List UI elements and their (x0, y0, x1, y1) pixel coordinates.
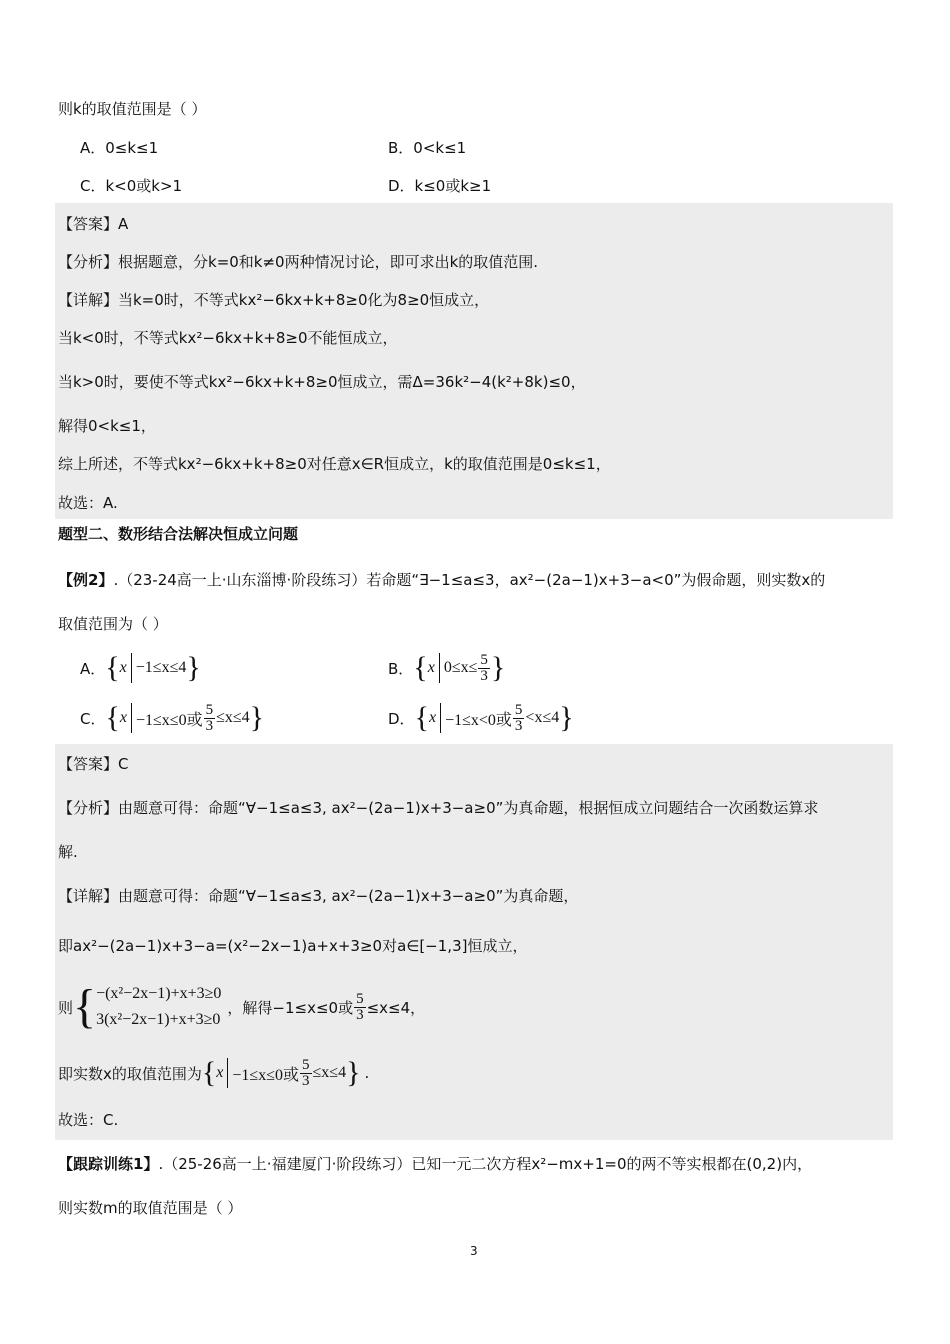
set-var: x (427, 659, 435, 676)
a2-solve-post: ≤x≤4， (366, 998, 426, 1017)
a2-range-end: . (364, 1064, 370, 1082)
set-bar (440, 703, 441, 733)
denominator: 3 (480, 667, 488, 684)
a2-analysis-1: 【分析】由题意可得：命题“∀−1≤a≤3, ax²−(2a−1)x+3−a≥0”为真命题，根据恒成立问题结合一次函数运算求 (58, 799, 819, 817)
a2-analysis-2: 解. (58, 843, 78, 861)
q2-option-d (388, 695, 574, 741)
fraction-five-thirds (478, 653, 490, 684)
q2-line-1 (58, 569, 825, 590)
brace-open: { (414, 701, 429, 734)
fraction-five-thirds (300, 1058, 312, 1089)
a1-analysis: 【分析】根据题意，分k=0和k≠0两种情况讨论，即可求出k的取值范围. (58, 253, 539, 271)
a2-then: 则 (58, 998, 74, 1017)
a1-detail-5: 综上所述，不等式kx²−6kx+k+8≥0对任意x∈R恒成立，k的取值范围是0≤k≤1， (58, 455, 611, 473)
brace-close: } (249, 701, 265, 734)
a2-answer: 【答案】C (58, 755, 129, 773)
range-set-pre: −1≤x≤0或 (232, 1066, 299, 1084)
q2-option-d-label: D． (388, 709, 415, 728)
a2-solve-pre: ，解得−1≤x≤0或 (227, 998, 354, 1017)
q2-option-c (80, 695, 264, 741)
a1-answer: 【答案】A (58, 215, 129, 233)
set-bar (131, 703, 132, 733)
a2-choose: 故选：C. (58, 1111, 119, 1129)
q3-tag: 【跟踪训练1】 (58, 1155, 159, 1173)
set-a-cond: −1≤x≤4 (135, 659, 187, 676)
q1-stem: 则k的取值范围是（ ） (58, 100, 207, 118)
q3-text-1: .（25-26高一上·福建厦门·阶段练习）已知一元二次方程x²−mx+1=0的两不等实根都在(0,2)内， (158, 1155, 813, 1173)
brace-close: } (346, 1056, 361, 1089)
set-var: x (216, 1064, 224, 1081)
q2-option-b (388, 645, 505, 691)
range-set-post: ≤x≤4 (312, 1064, 347, 1081)
set-bar (227, 1058, 228, 1088)
set-var: x (119, 659, 127, 676)
set-var: x (428, 709, 437, 726)
a1-detail-2: 当k<0时，不等式kx²−6kx+k+8≥0不能恒成立， (58, 329, 398, 347)
page-number: 3 (470, 1244, 478, 1258)
numerator: 5 (514, 701, 523, 718)
q1-option-b: B．0<k≤1 (388, 139, 467, 157)
numerator: 5 (205, 701, 214, 718)
set-c-cond-post: ≤x≤4 (216, 709, 250, 726)
q2-option-c-label: C． (80, 709, 106, 728)
set-var: x (119, 709, 127, 726)
fraction-five-thirds (204, 703, 216, 734)
set-b-cond: 0≤x≤ (443, 659, 478, 676)
a1-detail-1: 【详解】当k=0时，不等式kx²−6kx+k+8≥0化为8≥0恒成立， (58, 291, 490, 309)
a2-range-pre: 即实数x的取值范围为 (58, 1064, 202, 1083)
brace-open: { (413, 651, 428, 684)
brace-open: { (201, 1056, 217, 1089)
a2-detail-2: 即ax²−(2a−1)x+3−a=(x²−2x−1)a+x+3≥0对a∈[−1,3]恒成立， (58, 937, 528, 955)
brace-close: } (490, 651, 506, 684)
system-equations (96, 981, 221, 1032)
set-bar (439, 653, 440, 683)
set-d-cond-pre: −1≤x<0或 (445, 711, 512, 729)
q2-tail-1: 为假命题，则实数x的 (681, 571, 826, 589)
q2-tag: 【例2】 (58, 571, 114, 589)
system-brace: { (73, 980, 97, 1033)
denominator: 3 (302, 1072, 310, 1089)
a2-detail-1: 【详解】由题意可得：命题“∀−1≤a≤3, ax²−(2a−1)x+3−a≥0”为真命题， (58, 887, 579, 905)
set-bar (131, 653, 132, 683)
q2-source: .（23-24高一上·山东淄博·阶段练习）若命题 (113, 571, 412, 589)
q2-condition: “∃−1≤a≤3，ax²−(2a−1)x+3−a<0” (411, 571, 682, 589)
a1-detail-3: 当k>0时，要使不等式kx²−6kx+k+8≥0恒成立，需Δ=36k²−4(k²+8k)≤0， (58, 373, 586, 391)
a2-range-line (58, 1050, 369, 1096)
set-c-cond-pre: −1≤x≤0或 (136, 711, 203, 729)
q1-option-a: A．0≤k≤1 (80, 139, 159, 157)
numerator: 5 (480, 651, 488, 668)
q2-option-a (80, 650, 201, 686)
denominator: 3 (356, 1006, 364, 1023)
numerator: 5 (356, 990, 364, 1007)
q1-option-d: D．k≤0或k≥1 (388, 177, 492, 195)
brace-close: } (559, 701, 574, 734)
a1-choose: 故选：A. (58, 494, 118, 512)
q2-option-a-label: A． (80, 659, 106, 678)
q3-line-2: 则实数m的取值范围是（ ） (58, 1199, 243, 1217)
q3-line-1 (58, 1153, 812, 1174)
denominator: 3 (514, 717, 523, 734)
brace-open: { (105, 651, 120, 684)
q2-option-b-label: B． (388, 659, 414, 678)
brace-open: { (105, 701, 120, 734)
fraction-five-thirds (354, 992, 366, 1023)
a2-system-line (58, 978, 425, 1036)
numerator: 5 (302, 1056, 310, 1073)
q1-option-c: C．k<0或k>1 (80, 177, 183, 195)
system-eq-1: −(x²−2x−1)+x+3≥0 (96, 985, 222, 1003)
set-d-cond-post: <x≤4 (525, 709, 560, 726)
brace-close: } (186, 651, 201, 684)
a1-detail-4: 解得0<k≤1， (58, 417, 156, 435)
q2-line-2: 取值范围为（ ） (58, 615, 168, 633)
denominator: 3 (205, 717, 214, 734)
system-eq-2: 3(x²−2x−1)+x+3≥0 (96, 1011, 221, 1028)
section-title: 题型二、数形结合法解决恒成立问题 (58, 525, 299, 543)
fraction-five-thirds (513, 703, 525, 734)
